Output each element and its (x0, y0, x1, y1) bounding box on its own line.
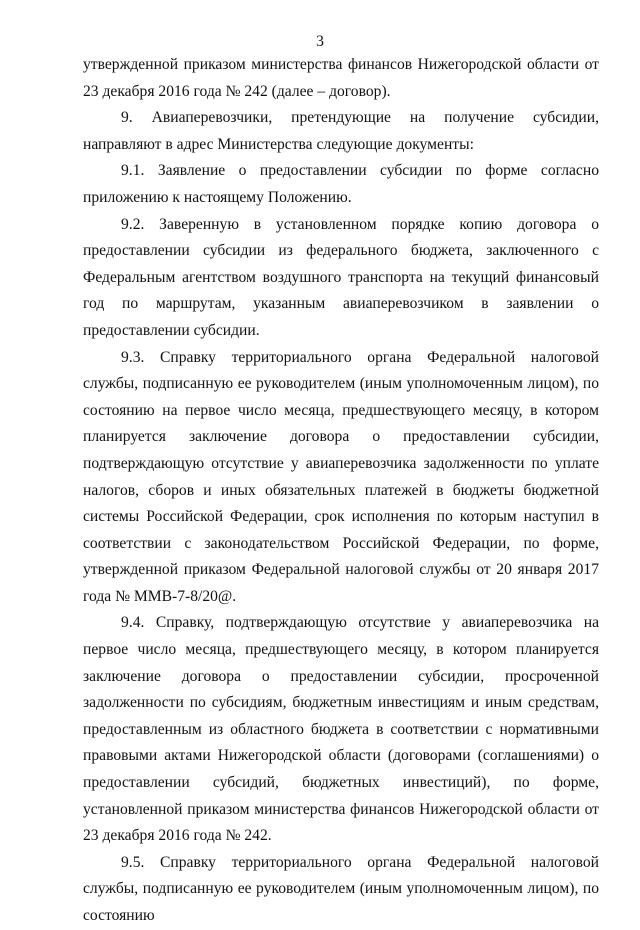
page-number: 3 (316, 33, 324, 50)
paragraph-9-4: 9.4. Справку, подтверждающую отсутствие у авиаперевозчика на первое число месяца, предшествующего месяцу, в котором планируется заключение договора о предоставлении субсидии, просроченной задолженности по субсидиям, бюджетным инвестициям и иным средствам, предоставленным из областного бюджета в соответствии с нормативными правовыми актами Нижегородской области (договорами (соглашениями) о предоставлении субсидий, бюджетных инвестиций), по форме, установленной приказом министерства финансов Нижегородской области от 23 декабря 2016 года № 242. (83, 614, 599, 845)
paragraph-9-5: 9.5. Справку территориального органа Федеральной налоговой службы, подписанную ее руководителем (иным уполномоченным лицом), по состоянию (83, 853, 599, 924)
document-body (83, 52, 599, 930)
paragraph-9-3: 9.3. Справку территориального органа Федеральной налоговой службы, подписанную ее руководителем (иным уполномоченным лицом), по состоянию на первое число месяца, предшествующего месяцу, в котором планируется заключение договора о предоставлении субсидии, подтверждающую отсутствие у авиаперевозчика задолженности по уплате налогов, сборов и иных обязательных платежей в бюджеты бюджетной системы Российской Федерации, срок исполнения по которым наступил в соответствии с законодательством Российской Федерации, по форме, утвержденной приказом Федеральной налоговой службы от 20 января 2017 года № ММВ-7-8/20@. (83, 348, 599, 605)
paragraph-contract-reference: утвержденной приказом министерства финансов Нижегородской области от 23 декабря 2016 года № 242 (далее – договор). (83, 56, 599, 100)
paragraph-9-1: 9.1. Заявление о предоставлении субсидии по форме согласно приложению к настоящему Положению. (83, 162, 599, 206)
paragraph-9: 9. Авиаперевозчики, претендующие на получение субсидии, направляют в адрес Министерства следующие документы: (83, 109, 599, 153)
paragraph-9-2: 9.2. Заверенную в установленном порядке копию договора о предоставлении субсидии из федерального бюджета, заключенного с Федеральным агентством воздушного транспорта на текущий финансовый год по маршрутам, указанным авиаперевозчиком в заявлении о предоставлении субсидии. (83, 215, 599, 339)
